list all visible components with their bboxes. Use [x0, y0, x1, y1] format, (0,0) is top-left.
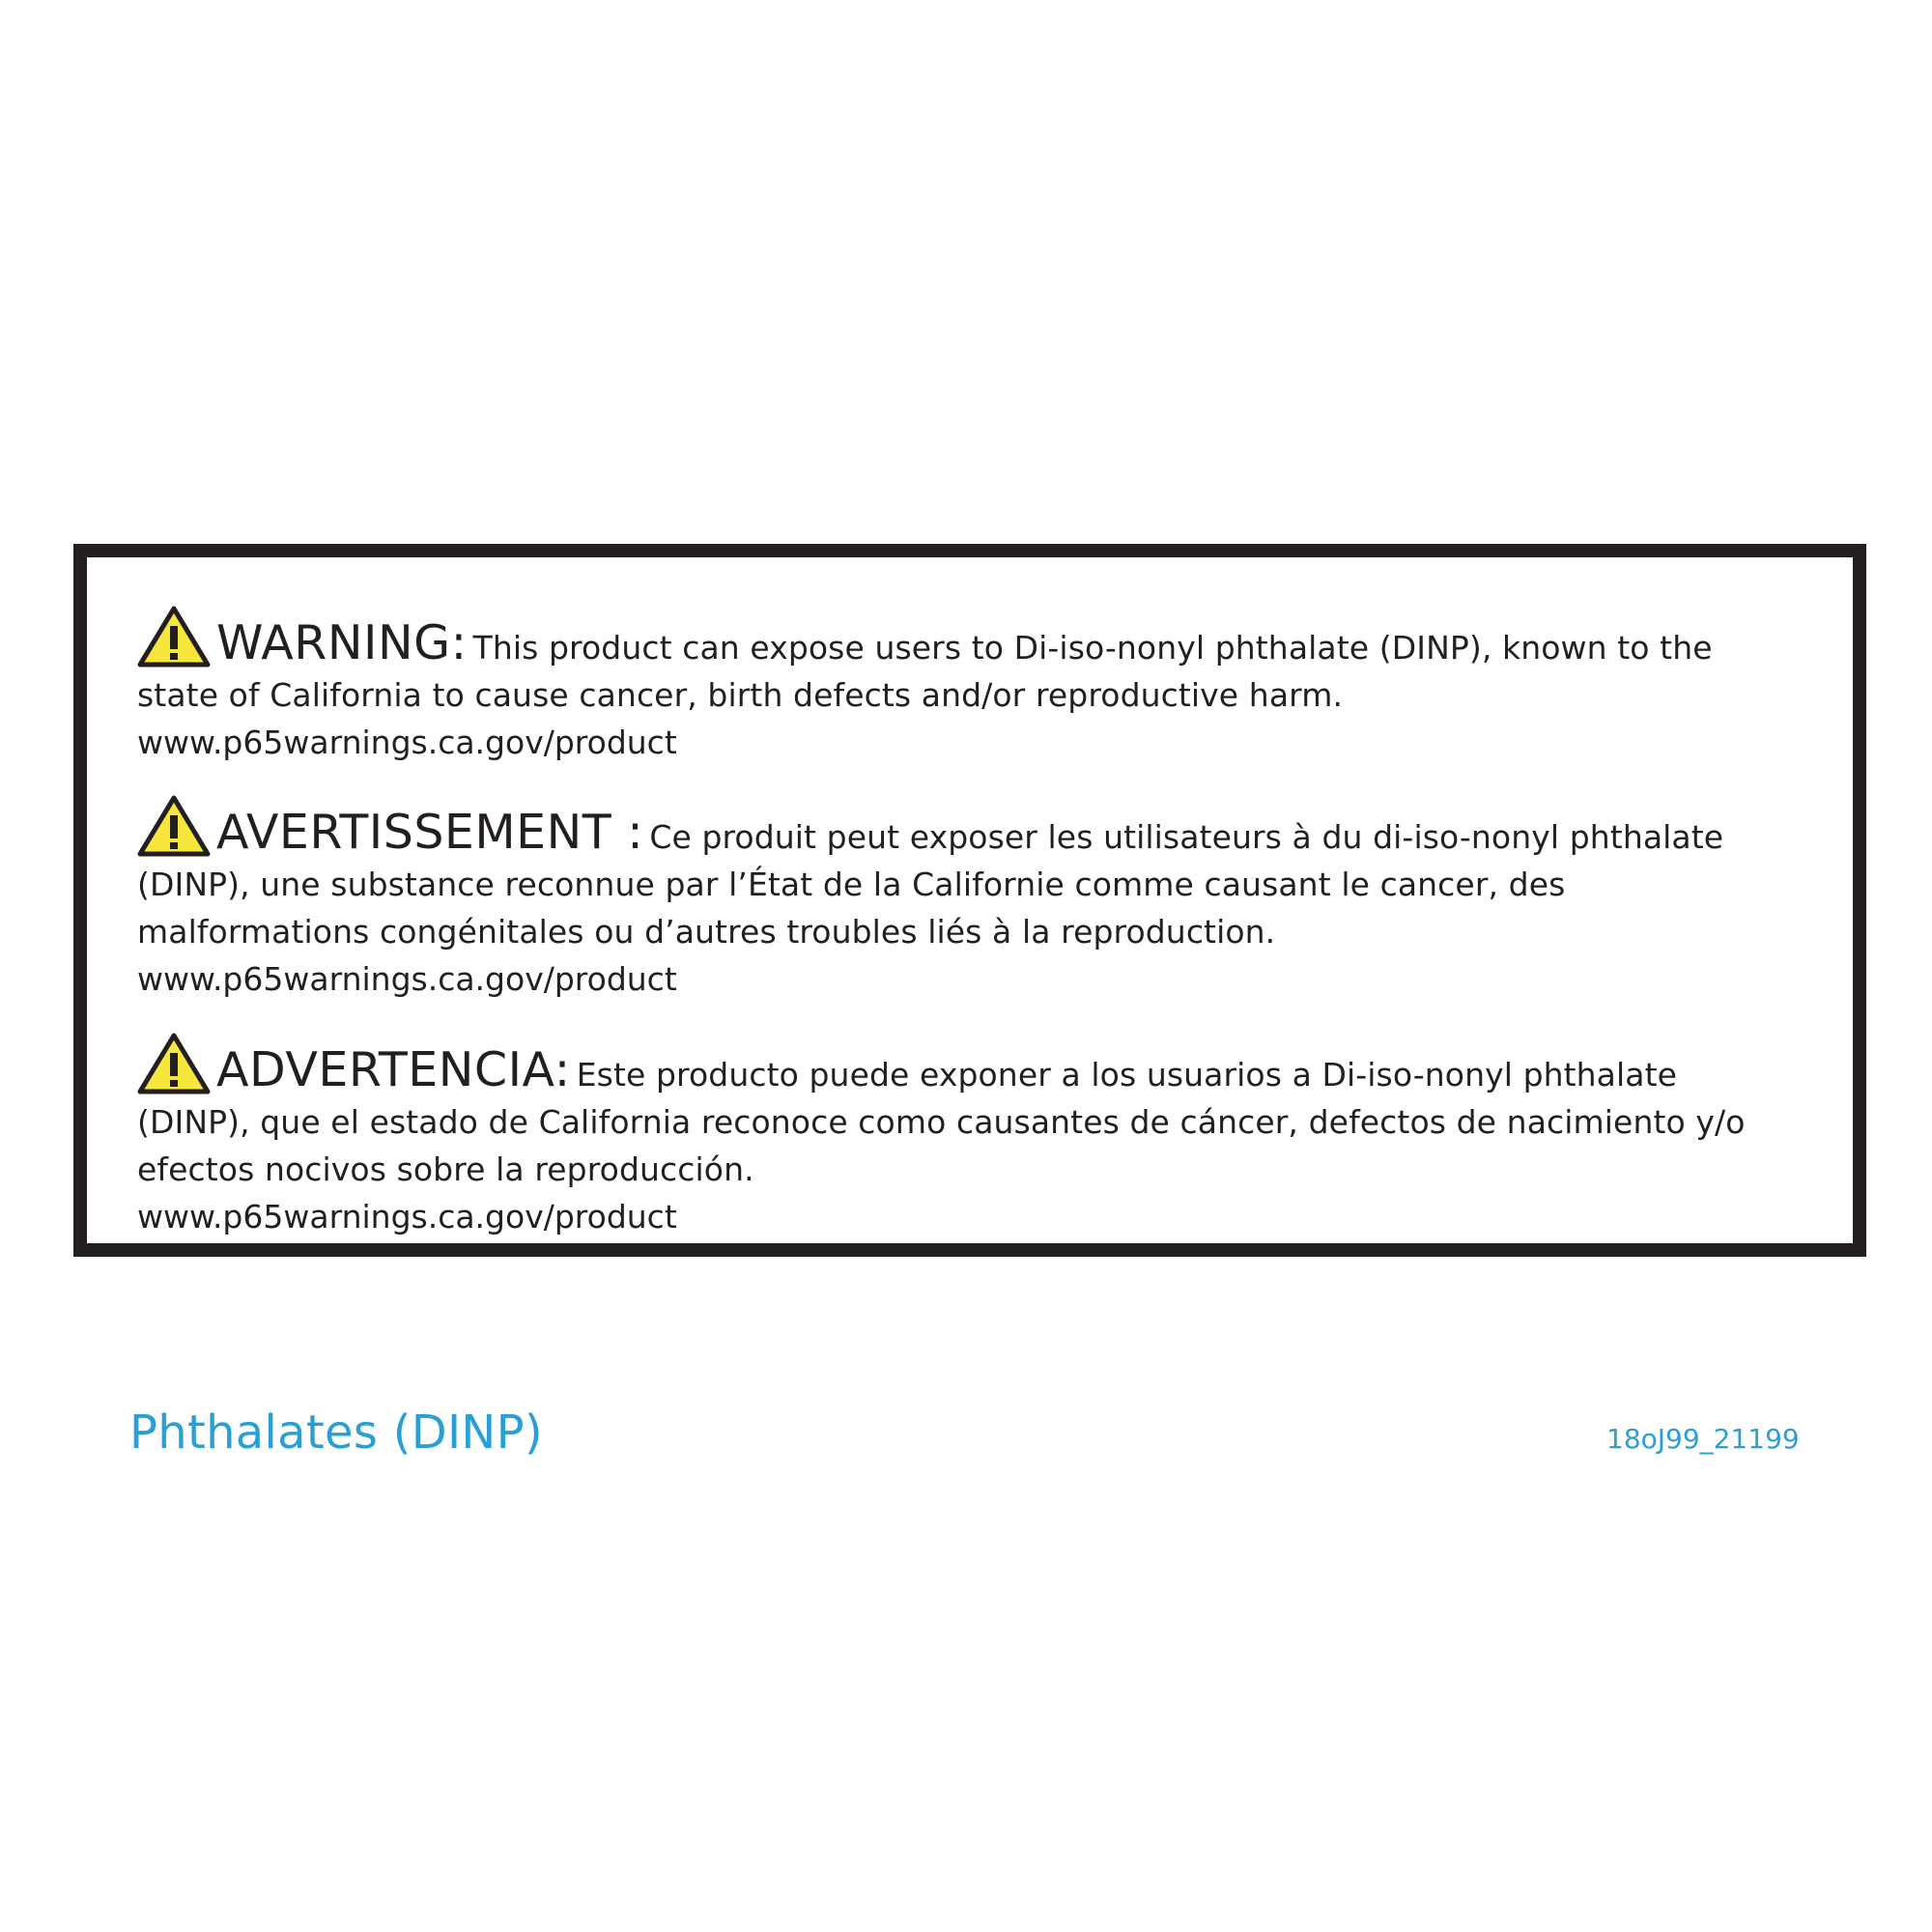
warning-block-english [137, 595, 1795, 766]
warning-headword-english: WARNING: [216, 615, 468, 670]
warning-url-english[interactable]: www.p65warnings.ca.gov/product [137, 724, 677, 761]
warning-paragraph-french [137, 784, 1795, 955]
warning-body-english: This product can expose users to Di-iso-nonyl phthalate (DINP), known to the state of California to cause cancer, birth defects and/or reproductive harm. [137, 629, 1713, 714]
warning-lead-english [137, 595, 468, 670]
warning-body-spanish: Este producto puede exponer a los usuarios a Di-iso-nonyl phthalate (DINP), que el estado de California reconoce como causantes de cáncer, defectos de nacimiento y/o efectos nocivos sobre la reproducción. [137, 1056, 1746, 1188]
warning-body-french: Ce produit peut exposer les utilisateurs à du di-iso-nonyl phthalate (DINP), une substance reconnue par l’État de la Californie comme causant le cancer, des malformations congénitales ou d’autres troubles liés à la reproduction. [137, 818, 1724, 951]
warning-label-box [73, 544, 1866, 1257]
footer-title: Phthalates (DINP) [129, 1406, 543, 1460]
warning-triangle-icon [137, 794, 211, 858]
warning-paragraph-english [137, 595, 1795, 719]
warning-triangle-icon [137, 605, 211, 668]
warning-headword-spanish: ADVERTENCIA: [216, 1042, 571, 1097]
warning-url-french[interactable]: www.p65warnings.ca.gov/product [137, 960, 677, 998]
warning-paragraph-spanish [137, 1022, 1795, 1193]
warning-triangle-icon [137, 1032, 211, 1095]
warning-block-french [137, 784, 1795, 1003]
warning-lead-spanish [137, 1022, 571, 1097]
warning-block-spanish [137, 1022, 1795, 1240]
warning-headword-french: AVERTISSEMENT : [216, 805, 644, 860]
footer-code: 18oJ99_21199 [1606, 1423, 1800, 1455]
warning-url-spanish[interactable]: www.p65warnings.ca.gov/product [137, 1198, 677, 1236]
warning-lead-french [137, 784, 644, 860]
